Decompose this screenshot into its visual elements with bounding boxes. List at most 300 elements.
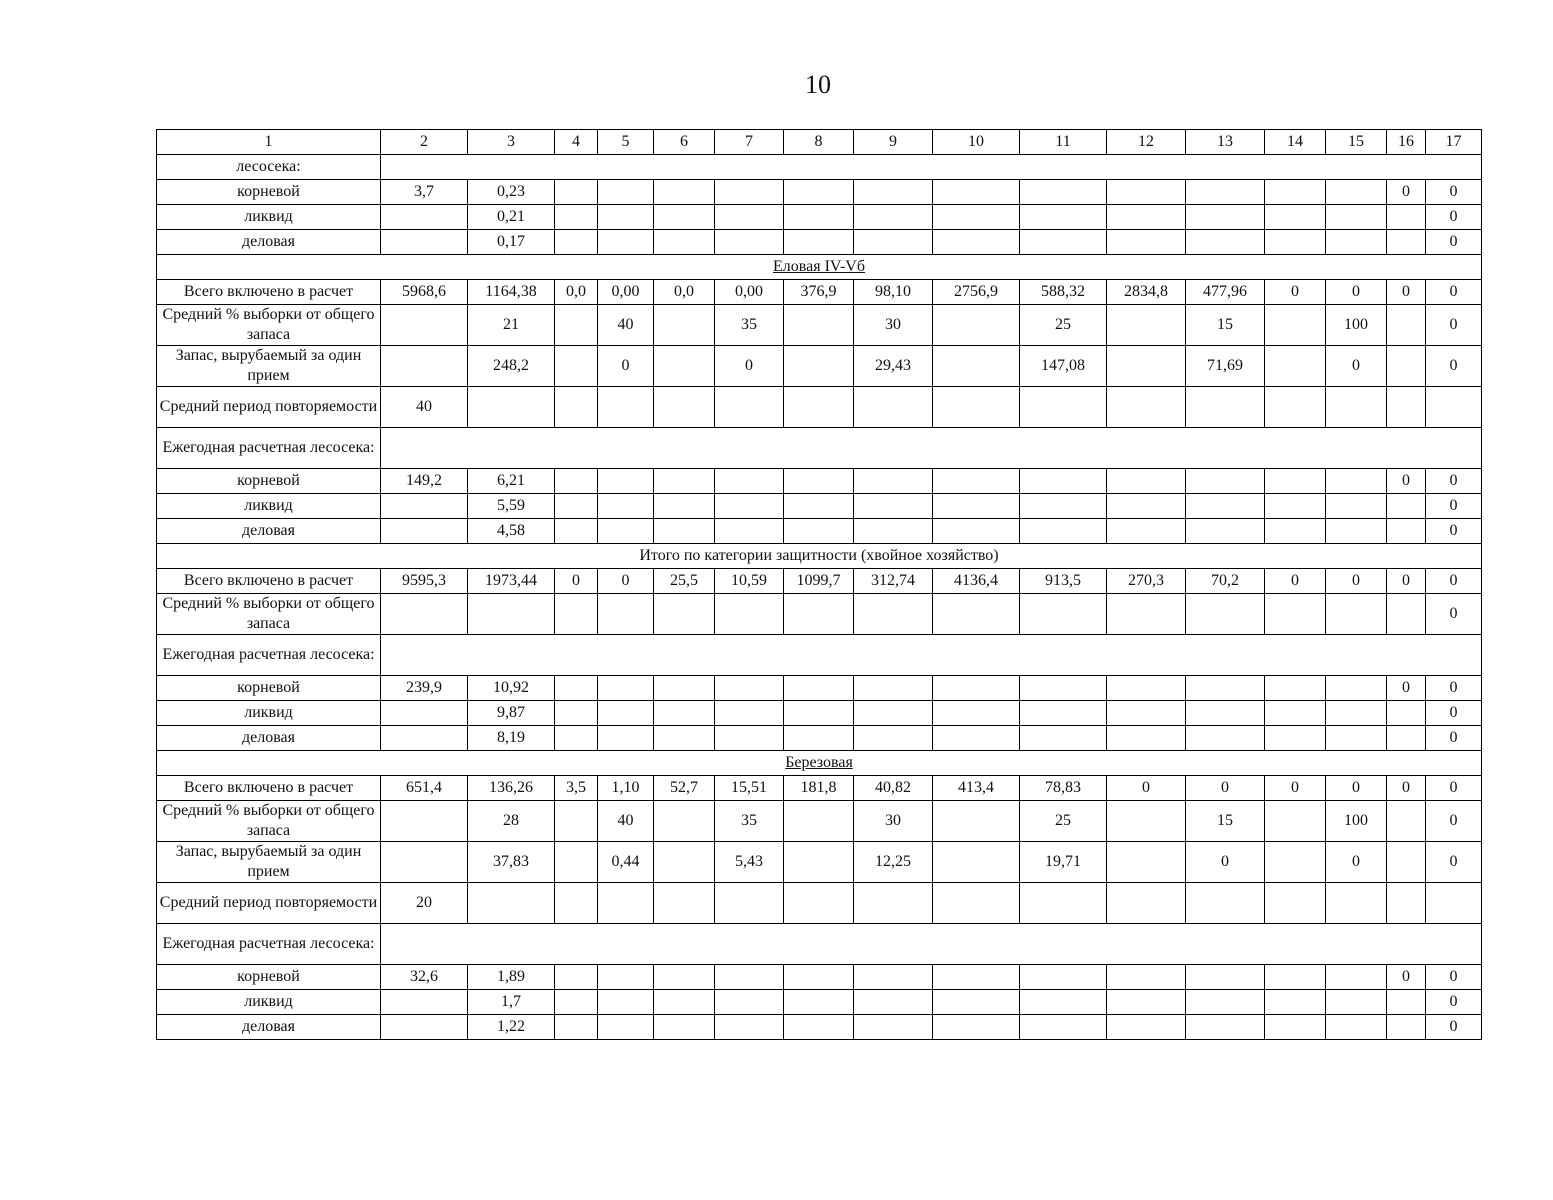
table-cell	[555, 180, 598, 205]
row-label: Средний % выборки от общего запаса	[157, 801, 381, 842]
table-cell	[1326, 494, 1387, 519]
table-cell	[1326, 594, 1387, 635]
table-cell	[1265, 726, 1326, 751]
table-cell	[1107, 1015, 1186, 1040]
table-cell	[1265, 469, 1326, 494]
table-cell	[555, 726, 598, 751]
subheading-row	[157, 428, 1482, 469]
table-cell	[598, 701, 654, 726]
table-cell: 40,82	[854, 776, 933, 801]
table-cell: 0,00	[715, 280, 784, 305]
column-number-cell: 11	[1020, 130, 1107, 155]
table-cell	[1265, 205, 1326, 230]
table-cell: 98,10	[854, 280, 933, 305]
table-cell	[555, 965, 598, 990]
table-cell: 10,92	[468, 676, 555, 701]
column-number-cell: 5	[598, 130, 654, 155]
table-cell: 0	[1387, 676, 1426, 701]
table-cell	[933, 842, 1020, 883]
table-cell	[1186, 726, 1265, 751]
table-cell: 0	[1326, 346, 1387, 387]
row-label: Средний период повторяемости	[157, 883, 381, 924]
table-cell: 0	[1426, 801, 1482, 842]
table-cell	[1186, 701, 1265, 726]
table-cell	[1107, 387, 1186, 428]
row-label: деловая	[157, 230, 381, 255]
row-label: корневой	[157, 965, 381, 990]
table-cell: 25	[1020, 305, 1107, 346]
table-row	[157, 180, 1482, 205]
subheading-row	[157, 155, 1482, 180]
table-cell	[1107, 205, 1186, 230]
table-cell	[1387, 519, 1426, 544]
table-cell: 1,89	[468, 965, 555, 990]
table-cell	[1107, 494, 1186, 519]
table-cell	[1387, 883, 1426, 924]
row-label: корневой	[157, 180, 381, 205]
table-cell	[1326, 701, 1387, 726]
table-cell: 1099,7	[784, 569, 854, 594]
table-cell	[555, 469, 598, 494]
table-cell	[598, 594, 654, 635]
table-cell: 0	[1387, 280, 1426, 305]
column-number-cell: 16	[1387, 130, 1426, 155]
table-cell	[1265, 701, 1326, 726]
table-cell	[1265, 1015, 1326, 1040]
table-cell	[1387, 205, 1426, 230]
table-cell	[381, 990, 468, 1015]
table-cell	[654, 801, 715, 842]
table-cell	[784, 230, 854, 255]
table-cell	[1387, 701, 1426, 726]
empty-merged-cell	[381, 428, 1482, 469]
table-cell	[933, 801, 1020, 842]
table-cell	[654, 594, 715, 635]
table-cell	[784, 842, 854, 883]
table-cell	[933, 701, 1020, 726]
table-cell	[1387, 990, 1426, 1015]
table-cell: 0	[1387, 965, 1426, 990]
table-cell	[784, 1015, 854, 1040]
table-cell	[654, 469, 715, 494]
table-cell	[854, 594, 933, 635]
row-label: Всего включено в расчет	[157, 280, 381, 305]
table-cell	[1107, 469, 1186, 494]
table-cell	[468, 883, 555, 924]
table-cell	[1020, 594, 1107, 635]
table-cell: 0	[1426, 230, 1482, 255]
table-cell: 149,2	[381, 469, 468, 494]
table-cell: 40	[381, 387, 468, 428]
table-cell	[654, 965, 715, 990]
table-cell	[784, 701, 854, 726]
table-cell	[1186, 519, 1265, 544]
table-cell	[784, 726, 854, 751]
table-cell: 6,21	[468, 469, 555, 494]
table-cell	[1020, 965, 1107, 990]
row-label: деловая	[157, 519, 381, 544]
table-cell: 312,74	[854, 569, 933, 594]
column-number-cell: 9	[854, 130, 933, 155]
table-cell	[1107, 965, 1186, 990]
column-number-cell: 4	[555, 130, 598, 155]
table-cell	[854, 387, 933, 428]
table-cell: 0	[1387, 776, 1426, 801]
table-cell	[555, 990, 598, 1015]
table-cell: 70,2	[1186, 569, 1265, 594]
table-cell	[555, 1015, 598, 1040]
table-cell	[1186, 594, 1265, 635]
table-cell	[1186, 494, 1265, 519]
column-number-cell: 15	[1326, 130, 1387, 155]
table-cell	[1186, 1015, 1265, 1040]
table-cell	[1186, 387, 1265, 428]
table-cell	[1326, 1015, 1387, 1040]
table-cell	[654, 305, 715, 346]
table-cell	[1265, 180, 1326, 205]
table-cell: 4,58	[468, 519, 555, 544]
table-cell	[715, 230, 784, 255]
table-cell	[715, 1015, 784, 1040]
table-row	[157, 965, 1482, 990]
table-cell	[555, 387, 598, 428]
table-cell	[715, 594, 784, 635]
table-cell	[854, 883, 933, 924]
table-cell: 913,5	[1020, 569, 1107, 594]
table-cell	[715, 726, 784, 751]
table-cell	[1107, 305, 1186, 346]
table-cell: 477,96	[1186, 280, 1265, 305]
table-row	[157, 990, 1482, 1015]
table-cell: 19,71	[1020, 842, 1107, 883]
table-cell	[933, 305, 1020, 346]
table-cell	[381, 305, 468, 346]
table-cell: 0	[1426, 842, 1482, 883]
table-cell	[1020, 494, 1107, 519]
table-cell	[1107, 519, 1186, 544]
table-cell	[854, 676, 933, 701]
section-row	[157, 751, 1482, 776]
table-cell	[1387, 230, 1426, 255]
column-number-cell: 8	[784, 130, 854, 155]
table-cell: 30	[854, 305, 933, 346]
table-cell: 0	[1426, 676, 1482, 701]
table-cell: 147,08	[1020, 346, 1107, 387]
table-cell	[854, 990, 933, 1015]
table-cell: 1,7	[468, 990, 555, 1015]
table-row	[157, 801, 1482, 842]
table-cell	[1107, 801, 1186, 842]
table-cell: 35	[715, 305, 784, 346]
row-label: Ежегодная расчетная лесосека:	[157, 428, 381, 469]
table-cell: 0	[1426, 494, 1482, 519]
table-cell	[1326, 180, 1387, 205]
table-cell	[1186, 990, 1265, 1015]
table-cell	[1387, 842, 1426, 883]
table-cell	[1186, 205, 1265, 230]
table-cell	[933, 180, 1020, 205]
table-cell	[854, 1015, 933, 1040]
table-row	[157, 494, 1482, 519]
table-cell	[1020, 990, 1107, 1015]
row-label: Ежегодная расчетная лесосека:	[157, 924, 381, 965]
table-row	[157, 594, 1482, 635]
table-cell	[784, 180, 854, 205]
table-cell	[854, 205, 933, 230]
table-cell	[933, 205, 1020, 230]
table-cell: 0	[1265, 776, 1326, 801]
column-number-cell: 1	[157, 130, 381, 155]
row-label: деловая	[157, 726, 381, 751]
table-cell: 0	[1387, 469, 1426, 494]
table-cell: 0	[1426, 776, 1482, 801]
table-cell	[1426, 883, 1482, 924]
table-cell: 0	[1426, 469, 1482, 494]
table-cell: 0	[1265, 280, 1326, 305]
table-cell	[854, 230, 933, 255]
table-row	[157, 842, 1482, 883]
table-cell	[784, 346, 854, 387]
table-cell	[1326, 519, 1387, 544]
table-cell: 0	[1426, 726, 1482, 751]
table-cell	[715, 469, 784, 494]
table-cell: 0	[1107, 776, 1186, 801]
table-cell: 0	[1265, 569, 1326, 594]
table-cell	[1387, 1015, 1426, 1040]
table-cell: 15	[1186, 801, 1265, 842]
table-cell: 1973,44	[468, 569, 555, 594]
table-cell	[784, 883, 854, 924]
table-cell	[598, 726, 654, 751]
table-cell	[854, 494, 933, 519]
table-cell: 5968,6	[381, 280, 468, 305]
table-cell	[654, 842, 715, 883]
table-cell: 0,00	[598, 280, 654, 305]
table-cell	[654, 883, 715, 924]
table-cell	[1265, 494, 1326, 519]
table-cell: 0,44	[598, 842, 654, 883]
table-cell: 37,83	[468, 842, 555, 883]
table-cell	[381, 594, 468, 635]
row-label: ликвид	[157, 205, 381, 230]
table-cell	[1186, 676, 1265, 701]
table-cell: 100	[1326, 801, 1387, 842]
table-cell	[1020, 469, 1107, 494]
table-cell: 78,83	[1020, 776, 1107, 801]
column-number-cell: 10	[933, 130, 1020, 155]
table-cell: 0,17	[468, 230, 555, 255]
table-cell	[555, 801, 598, 842]
table-cell	[1107, 842, 1186, 883]
table-cell: 0	[1387, 180, 1426, 205]
table-row	[157, 230, 1482, 255]
table-row	[157, 280, 1482, 305]
table-cell	[555, 519, 598, 544]
table-cell: 0	[1186, 842, 1265, 883]
table-cell	[1107, 676, 1186, 701]
table-cell: 3,7	[381, 180, 468, 205]
table-cell: 2834,8	[1107, 280, 1186, 305]
table-cell	[1265, 965, 1326, 990]
section-title: Еловая IV-Vб	[157, 255, 1482, 280]
table-cell	[555, 494, 598, 519]
table-cell	[1326, 230, 1387, 255]
row-label: Ежегодная расчетная лесосека:	[157, 635, 381, 676]
row-label: Средний % выборки от общего запаса	[157, 594, 381, 635]
table-cell	[1020, 676, 1107, 701]
table-cell	[1107, 726, 1186, 751]
table-cell: 0	[1387, 569, 1426, 594]
table-cell	[854, 965, 933, 990]
table-row	[157, 701, 1482, 726]
table-cell: 0	[1186, 776, 1265, 801]
table-cell	[715, 519, 784, 544]
column-number-cell: 6	[654, 130, 715, 155]
table-cell	[555, 701, 598, 726]
table-cell	[1020, 387, 1107, 428]
table-cell	[598, 494, 654, 519]
table-cell	[1265, 801, 1326, 842]
column-number-row	[157, 130, 1482, 155]
table-cell	[381, 346, 468, 387]
table-cell: 0	[555, 569, 598, 594]
table-cell: 40	[598, 305, 654, 346]
table-cell: 40	[598, 801, 654, 842]
table-cell	[784, 387, 854, 428]
table-cell	[1020, 701, 1107, 726]
table-cell	[715, 883, 784, 924]
table-cell	[715, 990, 784, 1015]
table-cell	[1326, 726, 1387, 751]
table-cell: 0	[598, 346, 654, 387]
table-cell: 12,25	[854, 842, 933, 883]
table-cell	[598, 469, 654, 494]
table-cell	[1265, 519, 1326, 544]
table-cell: 0	[1326, 776, 1387, 801]
table-cell	[933, 1015, 1020, 1040]
column-number-cell: 12	[1107, 130, 1186, 155]
table-cell	[1020, 1015, 1107, 1040]
table-cell: 10,59	[715, 569, 784, 594]
table-cell: 0,0	[555, 280, 598, 305]
table-cell: 0	[1426, 346, 1482, 387]
table-cell	[715, 965, 784, 990]
table-cell	[1186, 965, 1265, 990]
subheading-row	[157, 924, 1482, 965]
table-cell: 0,21	[468, 205, 555, 230]
table-cell	[1107, 990, 1186, 1015]
table-cell	[654, 676, 715, 701]
table-cell	[654, 205, 715, 230]
table-cell	[1265, 305, 1326, 346]
table-cell	[598, 990, 654, 1015]
table-cell	[1326, 205, 1387, 230]
table-cell	[1326, 469, 1387, 494]
table-cell	[1186, 180, 1265, 205]
table-cell	[933, 965, 1020, 990]
table-cell: 29,43	[854, 346, 933, 387]
table-cell	[555, 842, 598, 883]
table-row	[157, 387, 1482, 428]
table-cell	[381, 801, 468, 842]
column-number-cell: 17	[1426, 130, 1482, 155]
table-cell	[715, 180, 784, 205]
table-cell	[784, 676, 854, 701]
table-cell	[784, 594, 854, 635]
table-cell: 9,87	[468, 701, 555, 726]
table-cell: 0	[1426, 1015, 1482, 1040]
table-cell	[715, 205, 784, 230]
table-cell: 0	[1426, 594, 1482, 635]
table-cell	[784, 801, 854, 842]
table-cell	[654, 726, 715, 751]
table-cell	[598, 519, 654, 544]
row-label: ликвид	[157, 990, 381, 1015]
table-cell: 1,10	[598, 776, 654, 801]
table-cell: 181,8	[784, 776, 854, 801]
table-cell	[1020, 519, 1107, 544]
section-row	[157, 544, 1482, 569]
table-cell	[1107, 230, 1186, 255]
table-cell	[854, 519, 933, 544]
table-cell	[1326, 676, 1387, 701]
table-row	[157, 205, 1482, 230]
table-cell	[1186, 230, 1265, 255]
table-cell: 25	[1020, 801, 1107, 842]
table-cell	[933, 519, 1020, 544]
table-row	[157, 676, 1482, 701]
table-cell	[1387, 346, 1426, 387]
empty-merged-cell	[381, 635, 1482, 676]
table-cell: 0	[1326, 280, 1387, 305]
table-cell	[933, 676, 1020, 701]
forest-calculation-table	[156, 129, 1482, 1040]
table-cell	[1107, 180, 1186, 205]
table-cell: 20	[381, 883, 468, 924]
table-cell	[598, 1015, 654, 1040]
row-label: корневой	[157, 469, 381, 494]
table-cell	[1265, 387, 1326, 428]
table-cell	[654, 387, 715, 428]
table-cell	[715, 701, 784, 726]
table-cell: 0	[1426, 280, 1482, 305]
table-cell	[854, 726, 933, 751]
column-number-cell: 14	[1265, 130, 1326, 155]
table-cell	[1387, 494, 1426, 519]
table-cell	[784, 205, 854, 230]
table-cell: 3,5	[555, 776, 598, 801]
table-body	[157, 130, 1482, 1040]
table-cell	[854, 180, 933, 205]
table-cell: 0	[598, 569, 654, 594]
table-cell	[933, 883, 1020, 924]
table-cell	[654, 230, 715, 255]
row-label: Всего включено в расчет	[157, 776, 381, 801]
table-cell: 8,19	[468, 726, 555, 751]
table-cell: 5,43	[715, 842, 784, 883]
table-cell: 32,6	[381, 965, 468, 990]
table-cell	[1326, 883, 1387, 924]
table-cell: 0	[1426, 990, 1482, 1015]
table-cell: 0	[715, 346, 784, 387]
table-cell: 413,4	[933, 776, 1020, 801]
table-cell	[1265, 676, 1326, 701]
table-cell: 15,51	[715, 776, 784, 801]
table-cell	[1265, 883, 1326, 924]
table-row	[157, 519, 1482, 544]
table-cell	[381, 1015, 468, 1040]
table-cell	[1186, 469, 1265, 494]
